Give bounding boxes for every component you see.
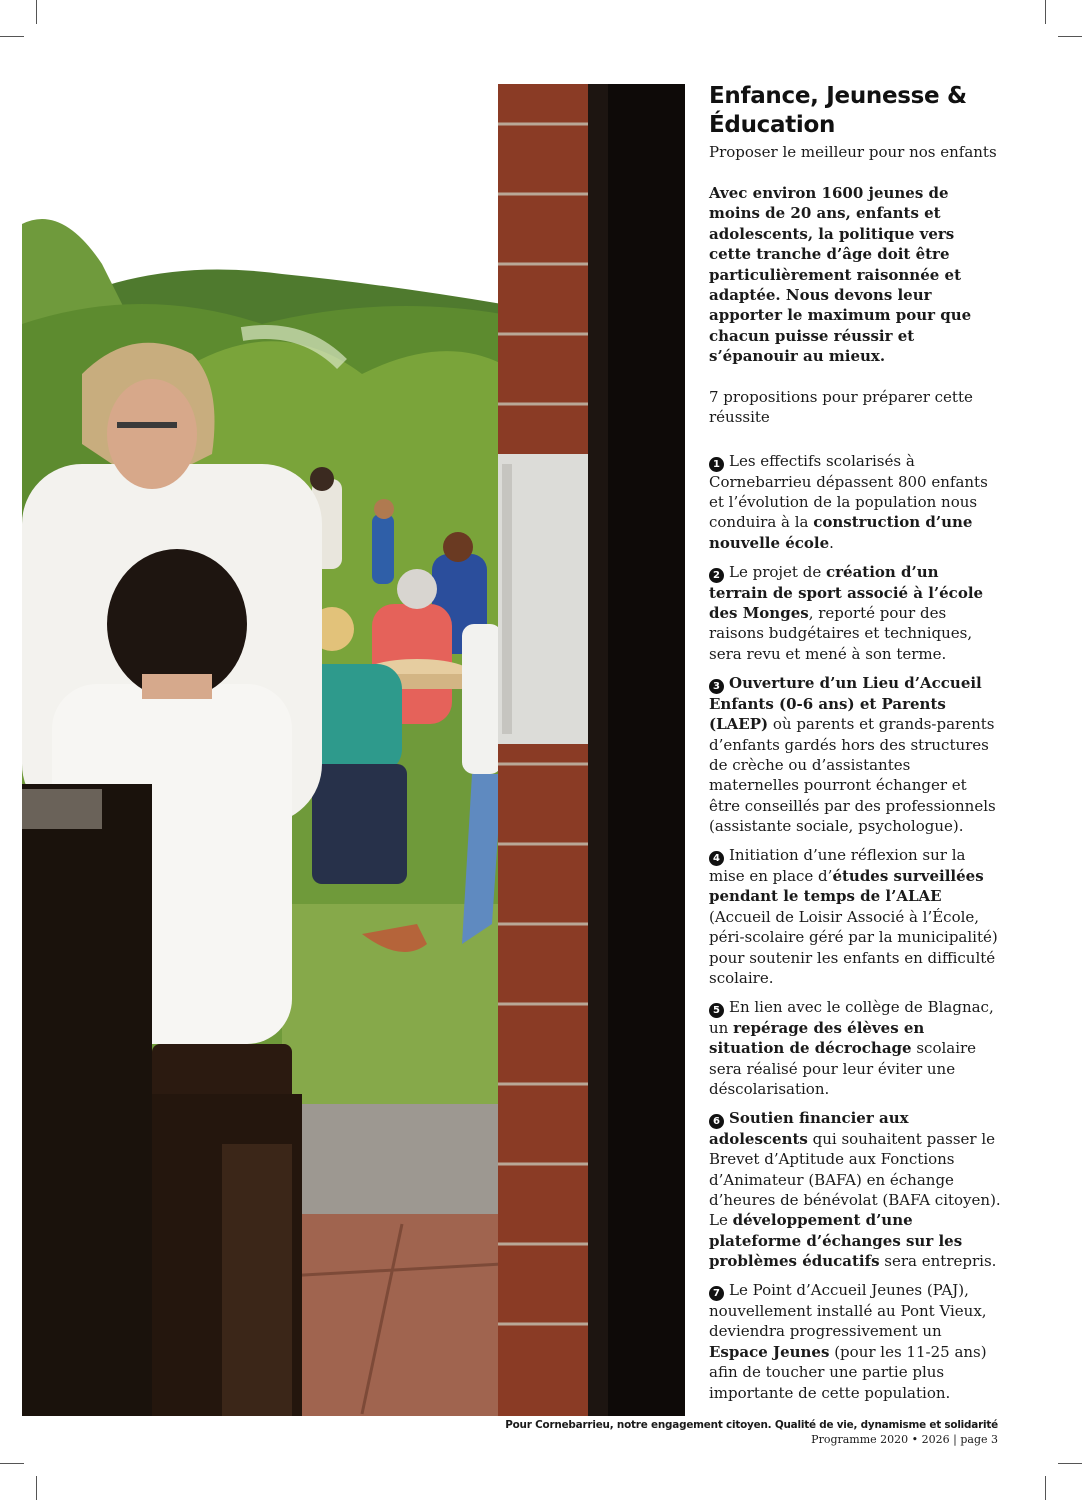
page-subtitle: Proposer le meilleur pour nos enfants xyxy=(709,143,997,161)
list-item: 1 Les effectifs scolarisés à Cornebarrieu dépassent 800 enfants et l’évolution de la population nous conduira à la construction d’une nouvelle école. xyxy=(709,451,988,552)
number-badge-icon: 7 xyxy=(709,1286,724,1301)
page-footer xyxy=(505,1418,998,1447)
number-badge-icon: 4 xyxy=(709,851,724,866)
crop-mark xyxy=(36,0,37,24)
number-badge-icon: 3 xyxy=(709,679,724,694)
text-column xyxy=(709,82,1001,1411)
list-item: 4 Initiation d’une réflexion sur la mise en place d’études surveillées pendant le temps de l’ALAE (Accueil de Loisir Associé à l’École, péri-scolaire géré par la municipalité) pour soutenir les enfants en difficulté scolaire. xyxy=(709,845,998,987)
title-line-2: Éducation xyxy=(709,112,836,138)
list-item: 2 Le projet de création d’un terrain de sport associé à l’école des Monges, reporté pour des raisons budgétaires et techniques, sera revu et mené à son terme. xyxy=(709,562,984,663)
footer-tagline: Pour Cornebarrieu, notre engagement citoyen. Qualité de vie, dynamisme et solidarité xyxy=(505,1419,998,1431)
footer-page-info: Programme 2020 • 2026 | page 3 xyxy=(811,1433,998,1446)
number-badge-icon: 2 xyxy=(709,568,724,583)
number-badge-icon: 6 xyxy=(709,1114,724,1129)
list-item: 3 Ouverture d’un Lieu d’Accueil Enfants (0-6 ans) et Parents (LAEP) où parents et grands-parents d’enfants gardés hors des structures de crèche ou d’assistantes maternelles pourront échanger et être conseillés par des professionnels (assistante sociale, psychologue). xyxy=(709,673,996,836)
garden-party-photo xyxy=(22,84,685,1416)
crop-mark xyxy=(36,1476,37,1500)
list-item: 6 Soutien financier aux adolescents qui souhaitent passer le Brevet d’Aptitude aux Fonctions d’Animateur (BAFA) en échange d’heures de bénévolat (BAFA citoyen). Le développement d’une plateforme d’échanges sur les problèmes éducatifs sera entrepris. xyxy=(709,1108,1001,1271)
crop-mark xyxy=(0,36,24,37)
crop-mark xyxy=(1045,1476,1046,1500)
proposal-list xyxy=(709,451,1001,1403)
title-line-1: Enfance, Jeunesse & xyxy=(709,83,967,109)
page-title xyxy=(709,82,1001,140)
number-badge-icon: 5 xyxy=(709,1003,724,1018)
intro-paragraph: Avec environ 1600 jeunes de moins de 20 ans, enfants et adolescents, la politique vers cette tranche d’âge doit être particulièrement raisonnée et adaptée. Nous devons leur apporter le maximum pour que chacun puisse réussir et s’épanouir au mieux. xyxy=(709,184,972,366)
crop-mark xyxy=(1045,0,1046,24)
crop-mark xyxy=(0,1463,24,1464)
lead-paragraph: 7 propositions pour préparer cette réussite xyxy=(709,387,973,426)
crop-mark xyxy=(1058,36,1082,37)
list-item: 7 Le Point d’Accueil Jeunes (PAJ), nouvellement installé au Pont Vieux, deviendra progressivement un Espace Jeunes (pour les 11-25 ans) afin de toucher une partie plus importante de cette population. xyxy=(709,1281,987,1402)
list-item: 5 En lien avec le collège de Blagnac, un repérage des élèves en situation de décrochage scolaire sera réalisé pour leur éviter une déscolarisation. xyxy=(709,997,994,1098)
number-badge-icon: 1 xyxy=(709,457,724,472)
crop-mark xyxy=(1058,1463,1082,1464)
